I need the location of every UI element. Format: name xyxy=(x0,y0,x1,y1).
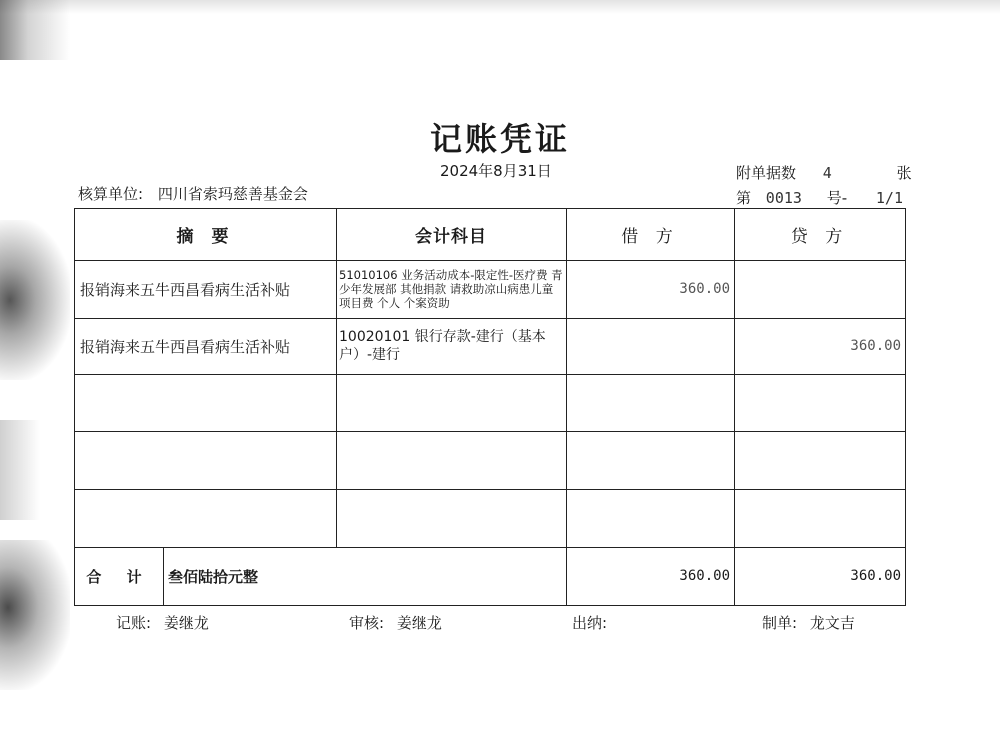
voucher-page: 1/1 xyxy=(875,189,903,207)
header-account: 会计科目 xyxy=(415,227,487,247)
cashier-signature xyxy=(572,612,615,633)
attachments-value: 4 xyxy=(822,164,832,182)
reviewer-label: 审核: xyxy=(349,614,385,632)
row-account xyxy=(336,374,566,431)
row-summary xyxy=(75,374,336,431)
voucher-title: 记账凭证 xyxy=(430,120,571,158)
row-account xyxy=(336,489,566,547)
attachments-count xyxy=(736,162,912,183)
scan-edge xyxy=(0,0,1000,14)
row-summary: 报销海来五牛西昌看病生活补贴 xyxy=(80,280,291,299)
voucher-no-prefix: 第 xyxy=(736,189,752,207)
accounting-unit-value: 四川省索玛慈善基金会 xyxy=(157,185,308,203)
total-credit: 360.00 xyxy=(850,568,901,584)
row-debit xyxy=(566,431,734,489)
row-credit xyxy=(734,489,905,547)
voucher-no-value: 0013 xyxy=(765,189,802,207)
scan-smudge xyxy=(0,220,70,380)
voucher-number xyxy=(736,187,903,208)
row-credit: 360.00 xyxy=(850,338,901,354)
row-credit xyxy=(734,431,905,489)
attachments-label: 附单据数 xyxy=(736,164,797,182)
preparer-label: 制单: xyxy=(762,614,798,632)
row-account: 10020101 银行存款-建行（基本户）-建行 xyxy=(339,329,546,363)
preparer-signature xyxy=(762,612,855,633)
row-debit xyxy=(566,318,734,374)
row-summary xyxy=(75,431,336,489)
total-debit: 360.00 xyxy=(679,568,730,584)
accounting-unit-label: 核算单位: xyxy=(78,185,144,203)
header-credit: 贷 方 xyxy=(790,227,849,247)
total-label: 合 计 xyxy=(86,567,152,586)
scan-smudge xyxy=(0,540,70,690)
row-debit: 360.00 xyxy=(679,281,730,297)
header-debit: 借 方 xyxy=(621,227,679,247)
bookkeeper-label: 记账: xyxy=(116,614,152,632)
row-debit xyxy=(566,374,734,431)
row-credit xyxy=(734,374,905,431)
attachments-unit: 张 xyxy=(896,164,912,182)
header-summary: 摘 要 xyxy=(176,227,235,247)
voucher-date: 2024年8月31日 xyxy=(440,162,552,180)
bookkeeper-name: 姜继龙 xyxy=(163,614,209,632)
preparer-name: 龙文吉 xyxy=(809,614,855,632)
cashier-label: 出纳: xyxy=(572,614,608,632)
total-amount-in-words: 叁佰陆拾元整 xyxy=(168,567,259,586)
row-debit xyxy=(566,489,734,547)
scan-smudge xyxy=(0,420,40,520)
accounting-unit xyxy=(78,183,308,204)
reviewer-name: 姜继龙 xyxy=(396,614,442,632)
reviewer-signature xyxy=(349,612,442,633)
row-summary xyxy=(75,489,336,547)
bookkeeper-signature xyxy=(116,612,209,633)
row-account xyxy=(336,431,566,489)
row-account: 51010106 业务活动成本-限定性-医疗费 青少年发展部 其他捐款 请救助凉山病患儿童 项目费 个人 个案资助 xyxy=(339,268,563,310)
row-summary: 报销海来五牛西昌看病生活补贴 xyxy=(80,337,291,356)
voucher-no-suffix: 号- xyxy=(826,189,848,207)
row-credit xyxy=(734,260,905,318)
ledger-table xyxy=(74,208,906,606)
